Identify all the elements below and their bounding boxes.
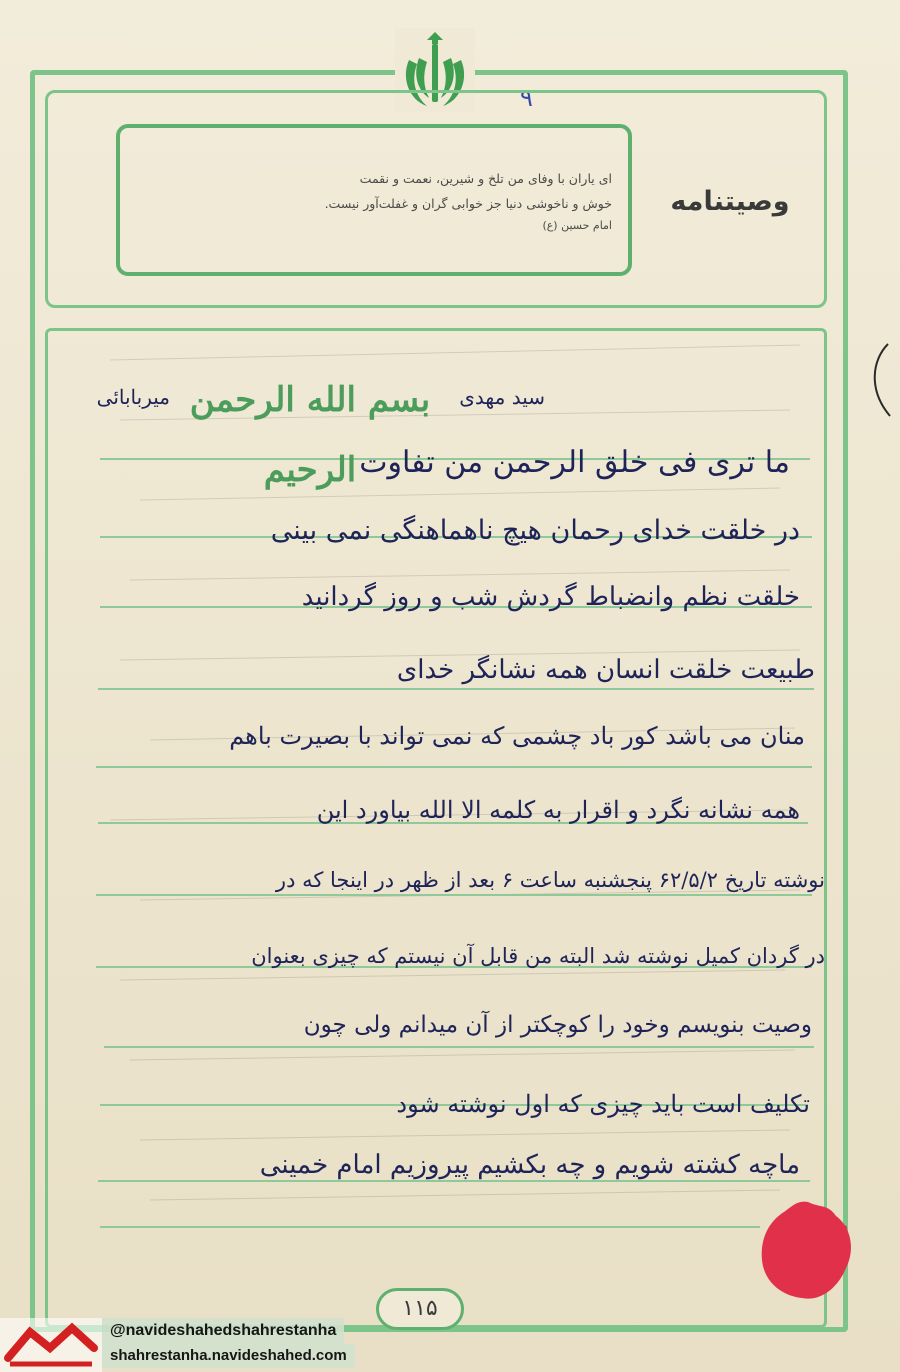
handwritten-line: وصیت بنویسم وخود را کوچکتر از آن میدانم ولی چون	[303, 1012, 812, 1038]
author-name-prefix: سید مهدی	[459, 385, 545, 409]
navideshahed-logo-icon	[0, 1318, 102, 1372]
ruled-line	[104, 1046, 814, 1048]
page-title: وصیتنامه	[670, 186, 790, 217]
handwritten-line: در گردان کمیل نوشته شد البته من قابل آن نیستم که چیزی بعنوان	[251, 944, 825, 968]
blood-drop-icon	[758, 1196, 858, 1306]
handwritten-line: طبیعت خلقت انسان همه نشانگر خدای	[396, 655, 815, 685]
quote-line-2: خوش و ناخوشی دنیا جز خوابی گران و غفلت‌آور نیست.	[324, 196, 612, 211]
quote-box	[116, 124, 632, 276]
page-number-handwritten: ۹	[520, 84, 533, 112]
ruled-line	[98, 1180, 810, 1182]
watermark-url: shahrestanha.navideshahed.com	[102, 1344, 355, 1368]
ruled-line	[98, 688, 814, 690]
quote-line-1: ای یاران با وفای من تلخ و شیرین، نعمت و نقمت	[359, 171, 612, 186]
ruled-line	[100, 1226, 760, 1228]
page-number: ۱۱۵	[376, 1288, 464, 1330]
handwritten-line: منان می باشد کور باد چشمی که نمی تواند با بصیرت باهم	[229, 722, 805, 750]
basmala-calligraphy: بسم الله الرحمن الرحیم	[189, 380, 431, 490]
quote-author: امام حسین (ع)	[542, 219, 612, 232]
author-name-suffix: میربابائی	[96, 385, 170, 409]
handwritten-line: نوشته تاریخ ۶۲/۵/۲ پنجشنبه ساعت ۶ بعد از ظهر در اینجا که در	[275, 868, 825, 892]
watermark-handle: @navideshahedshahrestanha	[102, 1318, 344, 1344]
handwritten-line: همه نشانه نگرد و اقرار به کلمه الا الله بیاورد این	[316, 796, 800, 824]
handwritten-line: ما تری فی خلق الرحمن من تفاوت	[359, 445, 790, 480]
ruled-line	[96, 766, 812, 768]
ruled-line	[96, 894, 812, 896]
handwritten-line: ماچه کشته شویم و چه بکشیم پیروزیم امام خمینی	[259, 1150, 800, 1180]
handwritten-line: در خلقت خدای رحمان هیچ ناهماهنگی نمی بینی	[270, 515, 800, 546]
margin-pen-mark	[858, 340, 898, 420]
handwritten-line: خلقت نظم وانضباط گردش شب و روز گردانید	[301, 582, 800, 612]
handwritten-line: تکلیف است باید چیزی که اول نوشته شود	[396, 1090, 810, 1118]
